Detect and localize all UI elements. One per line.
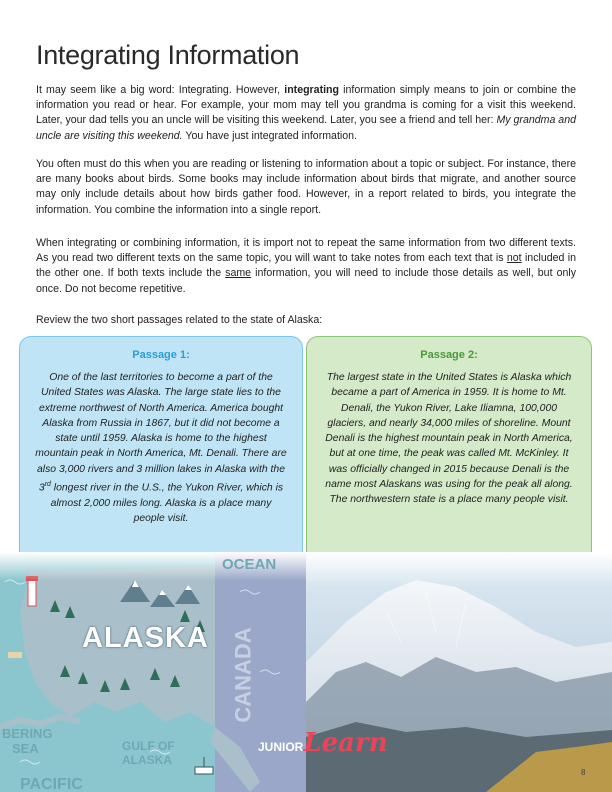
paragraph-review: Review the two short passages related to the state of Alaska:	[36, 314, 323, 326]
passage-2-box	[306, 336, 592, 570]
map-label-bering: BERING SEA	[2, 726, 53, 756]
map-label-gulf: GULF OF ALASKA	[122, 739, 175, 767]
map-label-pacific: PACIFIC	[20, 776, 83, 792]
page-number: 8	[581, 768, 586, 777]
page-title: Integrating Information	[36, 40, 300, 70]
passage-2-text: The largest state in the United States is Alaska which became a part of America in 1959. It is home to Mt. Denali, the Yukon River, Lake Iliamna, 100,000 glaciers, and nearly 34,000 miles of shoreline. Mount Denali is the highest mountain peak in North America, but at one time, the peak was called Mt. McKinley. It was officially changed in 2015 because Denali is the name most Alaskans was using for the peak all along. The northwestern state is a place many people visit.	[325, 372, 573, 506]
junior-learn-logo: JUNIORLearn	[258, 728, 388, 758]
map-label-ocean: OCEAN	[222, 556, 277, 573]
paragraph-intro: It may seem like a big word: Integrating. However, integrating information simply means to join or combine the information you read or hear. For example, your mom may tell you grandma is coming for a visit this weekend. Later, your dad tells you an uncle will be visiting this weekend. Later, you see a friend and tell her: My grandma and uncle are visiting this weekend. You have just integrated information.	[36, 84, 576, 142]
paragraph-repetition: When integrating or combining information, it is import not to repeat the same information from two different texts. As you read two different texts on the same topic, you will want to take notes from each text that is not included in the other one. If both texts include the same information, you will need to include those details as well, but only once. Do not become repetitive.	[36, 237, 577, 295]
passage-1-box	[19, 336, 303, 570]
map-label-alaska: ALASKA	[82, 622, 209, 654]
passage-1-title: Passage 1:	[132, 349, 190, 361]
paragraph-birds: You often must do this when you are reading or listening to information about a topic or subject. For instance, there are many books about birds. Some books may include information about birds that migrate, and another source may only include details about how birds gather food. However, in a report related to birds, you integrate the information. You combine the information into a single report.	[36, 158, 576, 216]
map-label-canada: CANADA	[230, 627, 256, 723]
passage-1-text: One of the last territories to become a part of the United States was Alaska. The large state lies to the extreme northwest of North America. America bought Alaska from Russia in 1867, but it did not become a state until 1959. Alaska is home to the highest mountain peak in North America, Mt. Denali. There are also 3,000 rivers and 3 million lakes in Alaska with the 3rd longest river in the U.S., the Yukon River, which is almost 2,000 miles long. Alaska is a place many people visit.	[35, 372, 287, 525]
passage-2-title: Passage 2:	[420, 349, 478, 361]
